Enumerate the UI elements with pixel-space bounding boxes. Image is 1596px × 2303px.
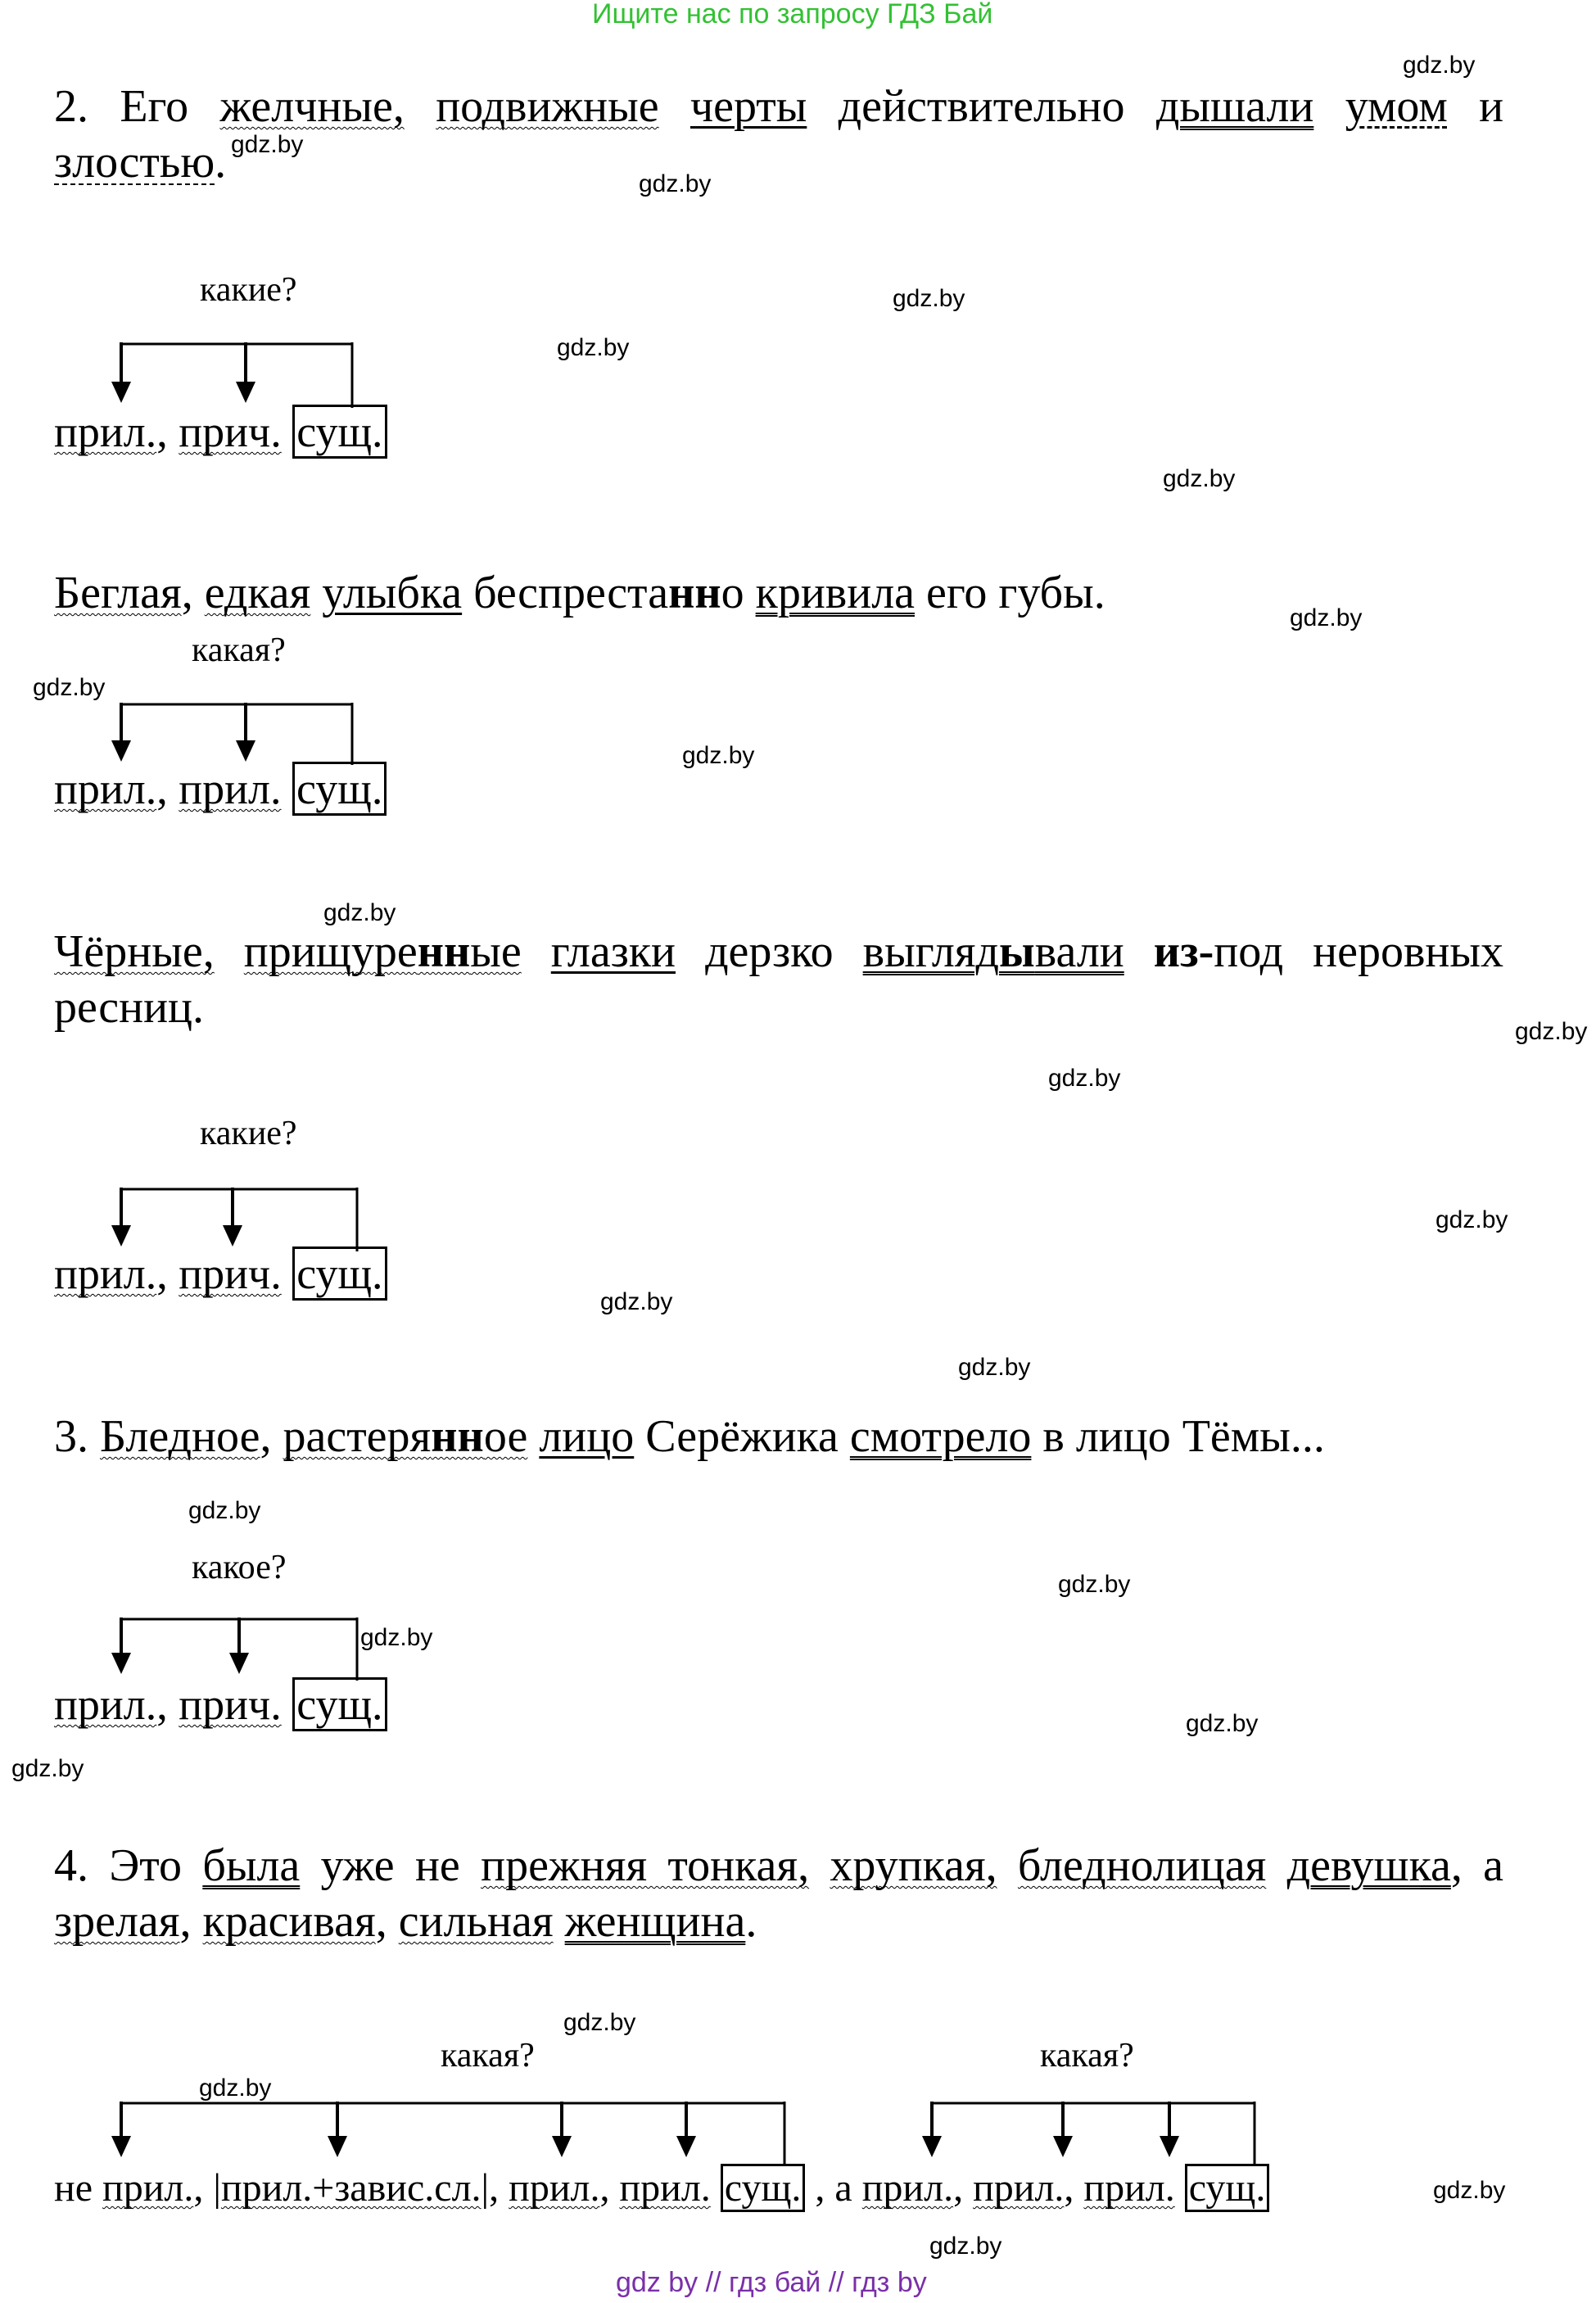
scheme-3: прил., прич. сущ.	[54, 1248, 387, 1299]
word-subject: черты	[689, 81, 807, 132]
sentence-4-line-1: 4. Это была уже не прежняя тонкая, хрупкая, бледнолицая девушка, а	[54, 1840, 1504, 1891]
watermark: gdz.by	[958, 1354, 1031, 1381]
scheme-question: какая?	[1040, 2037, 1134, 2075]
noun-box: сущ.	[292, 1677, 387, 1731]
arrow-bracket-1	[111, 342, 352, 408]
arrow-bracket-5a	[111, 2102, 784, 2164]
sentence-2b: Беглая, едкая улыбка беспрестанно кривила его губы.	[54, 568, 1105, 618]
watermark: gdz.by	[11, 1755, 84, 1782]
scheme-question: какая?	[192, 631, 286, 669]
watermark: gdz.by	[360, 1624, 433, 1651]
scheme-question: какие?	[200, 271, 297, 309]
scheme-5: не прил., |прил.+завис.сл.|, прил., прил. сущ. , а прил., прил., прил. сущ.	[54, 2165, 1269, 2210]
sentence-3: 3. Бледное, растерянное лицо Серёжика смотрело в лицо Тёмы...	[54, 1411, 1325, 1462]
watermark: gdz.by	[929, 2233, 1002, 2260]
watermark: gdz.by	[188, 1497, 261, 1524]
noun-box: сущ.	[1185, 2164, 1270, 2212]
noun-box: сущ.	[292, 1247, 387, 1301]
watermark: gdz.by	[557, 334, 630, 361]
watermark: gdz.by	[600, 1288, 673, 1315]
noun-box: сущ.	[292, 762, 387, 816]
word-predicate: дышали	[1155, 81, 1314, 132]
arrow-bracket-5b	[922, 2102, 1255, 2164]
word-object: умом	[1345, 81, 1448, 132]
noun-box: сущ.	[721, 2164, 806, 2212]
top-banner[interactable]: Ищите нас по запросу ГДЗ Бай	[592, 0, 993, 29]
watermark: gdz.by	[893, 285, 965, 312]
sentence-4-line-2: зрелая, красивая, сильная женщина.	[54, 1896, 757, 1947]
watermark: gdz.by	[33, 674, 106, 701]
watermark: gdz.by	[1058, 1571, 1131, 1598]
watermark: gdz.by	[639, 170, 712, 197]
watermark: gdz.by	[1435, 1206, 1508, 1233]
watermark: gdz.by	[563, 2009, 636, 2036]
sentence-2c-line-1: Чёрные, прищуренные глазки дерзко выглядывали из-под неровных	[54, 926, 1503, 977]
scheme-4: прил., прич. сущ.	[54, 1679, 387, 1730]
sentence-2-line-2: злостью.	[54, 137, 227, 188]
watermark: gdz.by	[1186, 1710, 1259, 1737]
scheme-1: прил., прич. сущ.	[54, 406, 387, 457]
word-adjective: подвижные	[436, 81, 659, 132]
bottom-banner[interactable]: gdz by // гдз бай // гдз by	[616, 2267, 927, 2298]
arrow-bracket-2	[111, 703, 352, 765]
sentence-2-line-1: 2. Его желчные, подвижные черты действительно дышали умом и	[54, 81, 1504, 132]
watermark: gdz.by	[682, 742, 755, 769]
watermark: gdz.by	[1433, 2177, 1506, 2204]
word-adjective: желчные,	[219, 81, 405, 132]
scheme-question: какое?	[192, 1549, 287, 1586]
scheme-question: какая?	[441, 2037, 535, 2075]
watermark: gdz.by	[323, 899, 396, 926]
watermark: gdz.by	[199, 2075, 272, 2102]
sentence-2c-line-2: ресниц.	[54, 982, 205, 1033]
word-object: злостью	[54, 137, 215, 188]
noun-box: сущ.	[292, 405, 387, 459]
scheme-question: какие?	[200, 1115, 297, 1152]
watermark: gdz.by	[1515, 1018, 1588, 1045]
watermark: gdz.by	[1290, 604, 1363, 631]
scheme-2: прил., прил. сущ.	[54, 763, 387, 814]
watermark: gdz.by	[231, 131, 304, 158]
watermark: gdz.by	[1048, 1065, 1121, 1092]
arrow-bracket-3	[111, 1188, 357, 1251]
arrow-bracket-4	[111, 1618, 357, 1681]
watermark: gdz.by	[1403, 52, 1476, 79]
watermark: gdz.by	[1163, 465, 1236, 492]
